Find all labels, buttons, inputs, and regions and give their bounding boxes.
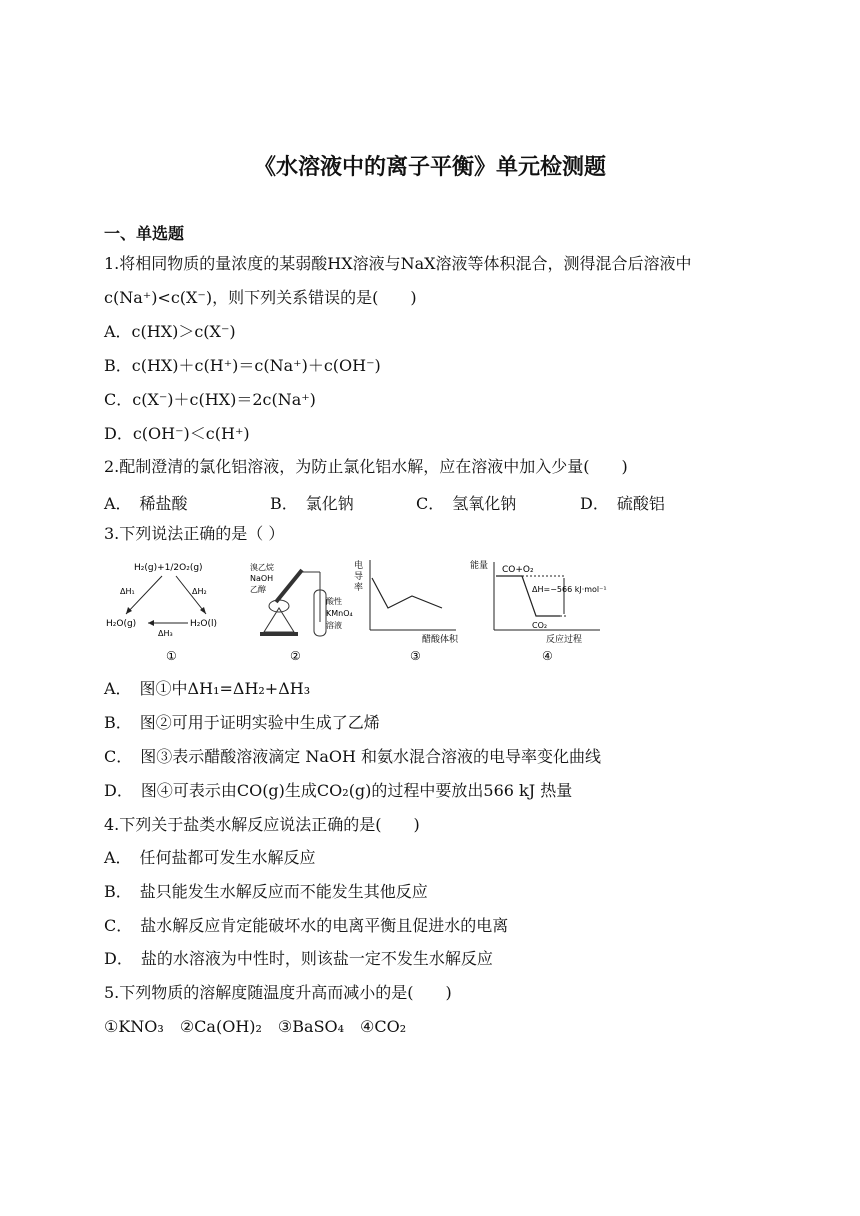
q3-stem: 3.下列说法正确的是（ ） [104, 524, 285, 543]
fig3-xlabel: 醋酸体积 [422, 635, 459, 645]
fig2-test-tube [276, 570, 302, 602]
fig2-stand-base [260, 632, 298, 636]
q3-option-a: A． 图①中ΔH₁=ΔH₂+ΔH₃ [104, 679, 311, 698]
fig2-right-label-3: 溶液 [326, 621, 342, 630]
fig2-label-3: 乙醇 [250, 585, 266, 594]
q2-option-c: C． 氢氧化钠 [416, 494, 517, 513]
q3-option-c: C． 图③表示醋酸溶液滴定 NaOH 和氨水混合溶液的电导率变化曲线 [104, 747, 602, 766]
q1-option-d: D．c(OH⁻)＜c(H⁺) [104, 424, 250, 443]
q4-option-a: A． 任何盐都可发生水解反应 [104, 848, 316, 867]
q1-option-b: B．c(HX)＋c(H⁺)＝c(Na⁺)＋c(OH⁻) [104, 356, 381, 375]
fig2-flask-icon [269, 600, 289, 612]
q1-stem-line2: c(Na⁺)<c(X⁻)，则下列关系错误的是( ) [104, 288, 417, 307]
fig1-left-label: H₂O(g) [106, 619, 137, 629]
fig1-arrowhead-h3 [148, 620, 154, 626]
fig2-number: ② [290, 649, 301, 663]
fig4-xlabel: 反应过程 [546, 635, 583, 645]
fig1-right-label: H₂O(l) [190, 619, 217, 629]
q4-stem: 4.下列关于盐类水解反应说法正确的是( ) [104, 815, 420, 834]
fig4-ylabel: 能量 [470, 561, 489, 571]
figure-2-apparatus [250, 556, 360, 666]
q4-option-c: C． 盐水解反应肯定能破坏水的电离平衡且促进水的电离 [104, 916, 509, 935]
fig1-number: ① [166, 649, 177, 663]
fig2-right-label-1: 酸性 [326, 597, 342, 606]
q2-stem: 2.配制澄清的氯化铝溶液，为防止氯化铝水解，应在溶液中加入少量( ) [104, 457, 628, 476]
q1-stem-line1: 1.将相同物质的量浓度的某弱酸HX溶液与NaX溶液等体积混合，测得混合后溶液中 [104, 254, 692, 273]
fig4-top-label: CO+O₂ [502, 565, 534, 575]
fig2-label-2: NaOH [250, 574, 274, 583]
q1-option-a: A．c(HX)＞c(X⁻) [104, 322, 236, 341]
q3-option-d: D． 图④可表示由CO(g)生成CO₂(g)的过程中要放出566 kJ 热量 [104, 781, 573, 800]
figure-3-conductivity-graph [352, 556, 464, 666]
fig1-dh3: ΔH₃ [158, 629, 173, 638]
fig3-ylabel-3: 率 [354, 583, 364, 593]
fig3-number: ③ [410, 649, 421, 663]
figure-4-energy-diagram [470, 556, 630, 666]
q2-option-d: D． 硫酸铝 [580, 494, 665, 513]
q5-stem: 5.下列物质的溶解度随温度升高而减小的是( ) [104, 983, 452, 1002]
fig4-bottom-label: CO₂ [532, 621, 548, 630]
fig2-right-label-2: KMnO₄ [326, 609, 353, 618]
fig2-label-1: 溴乙烷 [250, 563, 274, 572]
fig1-dh2: ΔH₂ [192, 587, 207, 596]
fig4-number: ④ [542, 649, 553, 663]
q3-option-b: B． 图②可用于证明实验中生成了乙烯 [104, 713, 380, 732]
q4-option-d: D． 盐的水溶液为中性时，则该盐一定不发生水解反应 [104, 949, 493, 968]
figure-1-hess-cycle [104, 556, 244, 666]
q4-option-b: B． 盐只能发生水解反应而不能发生其他反应 [104, 882, 428, 901]
page-title: 《水溶液中的离子平衡》单元检测题 [253, 155, 606, 180]
fig1-top-label: H₂(g)+1/2O₂(g) [134, 563, 203, 573]
q2-option-a: A． 稀盐酸 [104, 494, 188, 513]
section-heading: 一、单选题 [104, 224, 185, 243]
fig3-ylabel-2: 导 [354, 572, 364, 582]
fig4-dh-label: ΔH=−566 kJ·mol⁻¹ [532, 585, 607, 594]
fig3-ylabel-1: 电 [354, 561, 364, 571]
fig4-energy-curve [496, 576, 560, 616]
q1-option-c: C．c(X⁻)＋c(HX)＝2c(Na⁺) [104, 390, 316, 409]
q5-items: ①KNO₃ ②Ca(OH)₂ ③BaSO₄ ④CO₂ [104, 1017, 407, 1036]
q2-option-b: B． 氯化钠 [270, 494, 354, 513]
fig3-curve [372, 578, 442, 608]
fig1-dh1: ΔH₁ [120, 587, 135, 596]
